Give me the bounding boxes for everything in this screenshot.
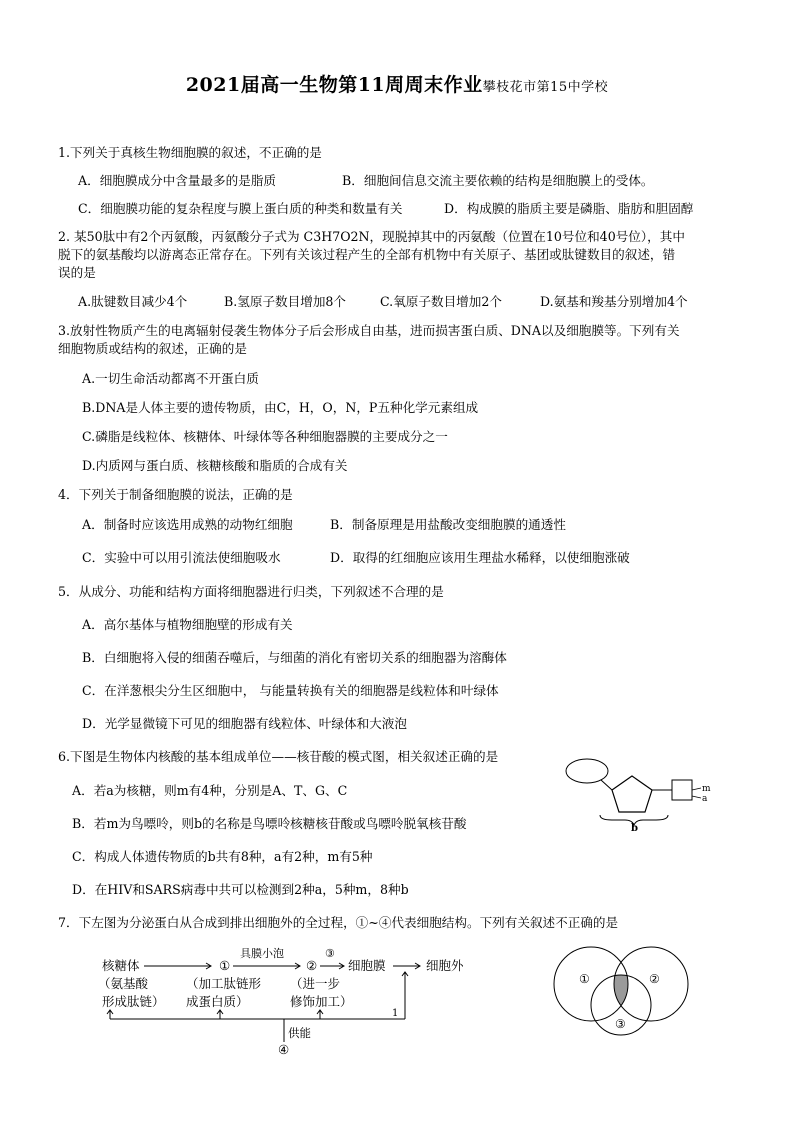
question-2-stem-line2: 脱下的氨基酸均以游离态正常存在。下列有关该过程产生的全部有机物中有关原子、基团或肽键数目的叙述，错 [58,247,676,262]
q5-option-c: C．在洋葱根尖分生区细胞中， 与能量转换有关的细胞器是线粒体和叶绿体 [82,683,499,698]
question-2-stem-line1: 2. 某50肽中有2个丙氨酸，丙氨酸分子式为 C3H7O2N，现脱掉其中的丙氨酸（位置在10号位和40号位），其中 [58,229,685,244]
q4-option-b: B．制备原理是用盐酸改变细胞膜的通透性 [330,517,566,532]
pentose-pentagon [612,776,652,812]
q4-option-c: C．实验中可以用引流法使细胞吸水 [82,550,281,565]
page-title [0,70,794,97]
node-4: ④ [278,1042,290,1057]
node-extracellular: 细胞外 [426,958,464,973]
venn-diagram [545,940,705,1040]
secretion-pathway-diagram [80,944,520,1060]
node-2-sub2: 修饰加工） [290,994,353,1009]
question-6-stem: 6.下图是生物体内核酸的基本组成单位——核苷酸的模式图，相关叙述正确的是 [58,749,499,764]
label-b: b [631,823,638,832]
label-m: m [702,784,711,794]
q6-option-d: D．在HIV和SARS病毒中共可以检测到2种a，5种m，8种b [72,882,409,897]
question-2-stem-line3: 误的是 [58,265,96,280]
q2-option-c: C.氧原子数目增加2个 [380,294,502,309]
question-3-stem-line2: 细胞物质或结构的叙述，正确的是 [58,341,247,356]
q1-option-b: B．细胞间信息交流主要依赖的结构是细胞膜上的受体。 [342,173,654,188]
node-1-sub2: 成蛋白质） [186,994,249,1009]
q6-option-c: C．构成人体遗传物质的b共有8种，a有2种，m有5种 [72,849,373,864]
question-7-stem: 7．下左图为分泌蛋白从合成到排出细胞外的全过程，①~④代表细胞结构。下列有关叙述不正确的是 [58,915,619,930]
school-name: 攀枝花市第15中学校 [482,80,609,95]
node-2: ② [306,958,318,973]
q4-option-a: A．制备时应该选用成熟的动物红细胞 [82,517,293,532]
title-text: 2021届高一生物第11周周末作业 [185,74,483,96]
question-1-stem: 1.下列关于真核生物细胞膜的叙述，不正确的是 [58,145,322,160]
node-ribosome-sub1: （氨基酸 [98,976,149,991]
question-3-stem-line1: 3.放射性物质产生的电离辐射侵袭生物体分子后会形成自由基，进而损害蛋白质、DNA以及细胞膜等。下列有关 [58,323,680,338]
q1-option-a: A．细胞膜成分中含量最多的是脂质 [78,173,277,188]
q6-option-b: B．若m为鸟嘌呤，则b的名称是鸟嘌呤核糖核苷酸或鸟嘌呤脱氧核苷酸 [72,816,467,831]
node-ribosome-sub2: 形成肽链） [102,994,165,1009]
q2-option-a: A.肽键数目减少4个 [78,294,188,309]
question-4-stem: 4．下列关于制备细胞膜的说法，正确的是 [58,487,293,502]
q6-option-a: A．若a为核糖，则m有4种，分别是A、T、G、C [72,783,348,798]
q3-option-c: C.磷脂是线粒体、核糖体、叶绿体等各种细胞器膜的主要成分之一 [82,429,448,444]
base-square [672,780,692,800]
q3-option-a: A.一切生命活动都离不开蛋白质 [82,371,259,386]
label-energy: 供能 [288,1026,311,1040]
node-2-sub1: （进一步 [290,976,341,991]
venn-label-1: ① [579,972,590,986]
venn-label-2: ② [649,972,660,986]
label-vesicle: 具膜小泡 [240,947,284,960]
q3-option-d: D.内质网与蛋白质、核糖核酸和脂质的合成有关 [82,458,348,473]
node-1: ① [219,958,231,973]
q4-option-d: D．取得的红细胞应该用生理盐水稀释，以使细胞涨破 [330,550,630,565]
question-5-stem: 5．从成分、功能和结构方面将细胞器进行归类，下列叙述不合理的是 [58,584,444,599]
label-mark-1: 1 [392,1008,399,1019]
phosphate-ellipse [566,759,608,783]
node-ribosome: 核糖体 [102,958,140,973]
node-cell-membrane: 细胞膜 [348,958,386,973]
q3-option-b: B.DNA是人体主要的遗传物质，由C，H，O，N，P五种化学元素组成 [82,400,479,415]
q2-option-d: D.氨基和羧基分别增加4个 [540,294,688,309]
label-3: ③ [325,947,335,960]
q1-option-d: D．构成膜的脂质主要是磷脂、脂肪和胆固醇 [444,201,694,216]
q5-option-b: B．白细胞将入侵的细菌吞噬后，与细菌的消化有密切关系的细胞器为溶酶体 [82,650,507,665]
q5-option-a: A．高尔基体与植物细胞壁的形成有关 [82,617,293,632]
q1-option-c: C．细胞膜功能的复杂程度与膜上蛋白质的种类和数量有关 [78,201,403,216]
venn-label-3: ③ [615,1017,626,1031]
label-a: a [702,794,708,804]
nucleotide-diagram [560,756,720,832]
q5-option-d: D．光学显微镜下可见的细胞器有线粒体、叶绿体和大液泡 [82,716,407,731]
q2-option-b: B.氢原子数目增加8个 [224,294,347,309]
node-1-sub1: （加工肽链形 [186,976,262,991]
